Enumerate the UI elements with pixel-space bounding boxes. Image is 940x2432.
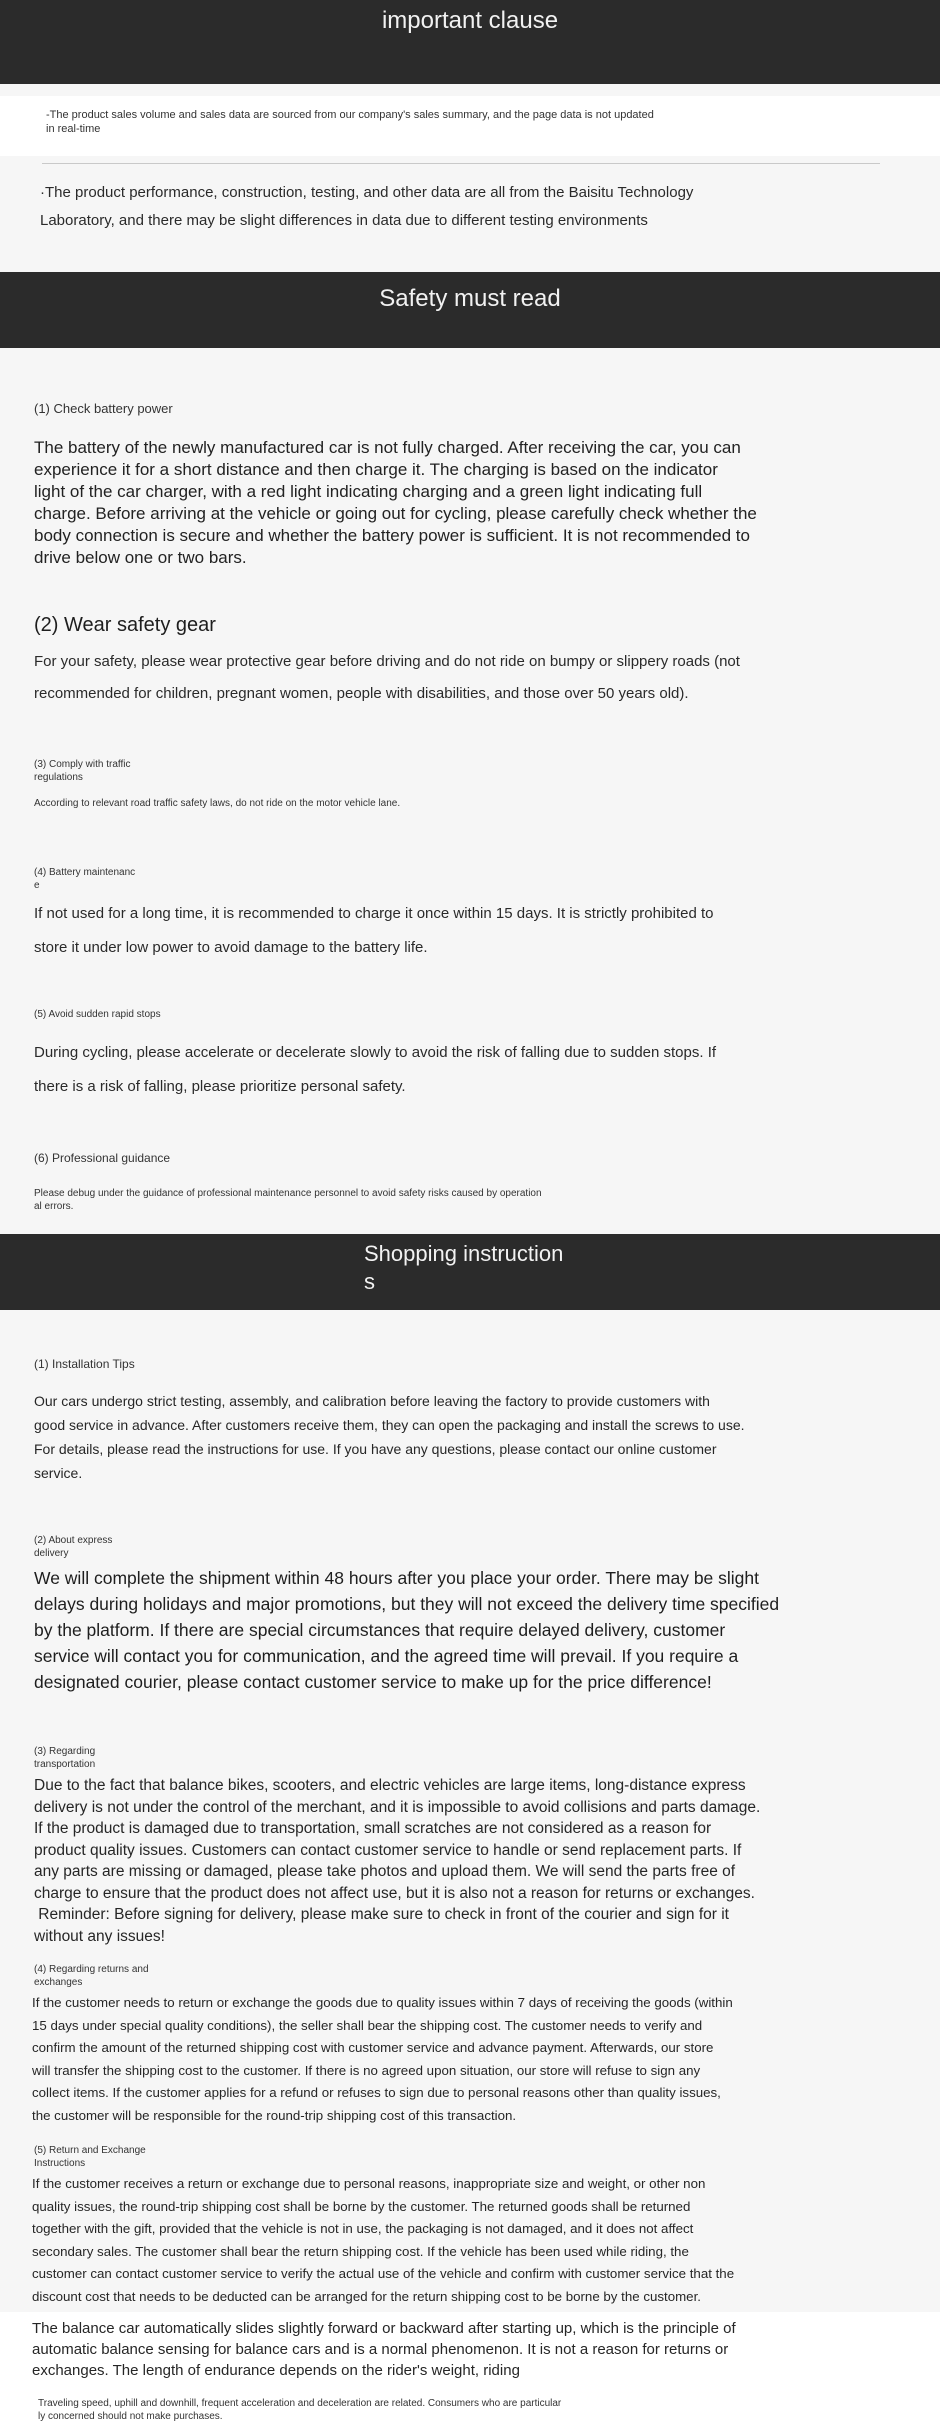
shopping-item-2-line: designated courier, please contact customer service to make up for the price difference! <box>34 1672 712 1692</box>
shopping-item-3-title <box>34 1745 95 1771</box>
safety-item-4-title-line: (4) Battery maintenanc <box>34 867 136 878</box>
shopping-item-4-line: If the customer needs to return or exchange the goods due to quality issues within 7 days of receiving the goods (within <box>32 1995 733 2010</box>
safety-item-2-title: (2) Wear safety gear <box>34 614 216 636</box>
shopping-item-7-line: ly concerned should not make purchases. <box>38 2411 223 2422</box>
safety-item-5-title: (5) Avoid sudden rapid stops <box>34 1009 161 1020</box>
safety-item-1-line: The battery of the newly manufactured car is not fully charged. After receiving the car, you can <box>34 438 741 457</box>
shopping-item-4-line: collect items. If the customer applies for a refund or refuses to sign due to personal reasons other than quality issues, <box>32 2085 721 2100</box>
shopping-item-4-line: the customer will be responsible for the round-trip shipping cost of this transaction. <box>32 2107 517 2123</box>
important-clause-title: important clause <box>381 7 559 34</box>
shopping-title <box>364 1240 563 1296</box>
shopping-item-6-text <box>32 2318 736 2381</box>
shopping-item-1-line: Our cars undergo strict testing, assembly, and calibration before leaving the factory to provide customers with <box>34 1393 710 1409</box>
shopping-item-5-title <box>34 2144 146 2170</box>
shopping-item-5-title-line: Instructions <box>34 2158 86 2169</box>
shopping-item-2-line: delays during holidays and major promotions, but they will not exceed the delivery time specified <box>34 1594 780 1614</box>
safety-item-6-text <box>34 1187 542 1213</box>
shopping-item-5-line: together with the gift, provided that the vehicle is not in use, the packaging is not damaged, and it does not affect <box>32 2221 694 2236</box>
shopping-item-3-line: Reminder: Before signing for delivery, please make sure to check in front of the courier and sign for it <box>34 1906 729 1923</box>
shopping-banner <box>0 1234 940 1310</box>
important-note-1-line: -The product sales volume and sales data are sourced from our company's sales summary, and the page data is not updated <box>46 109 654 121</box>
safety-item-6-title: (6) Professional guidance <box>34 1151 171 1165</box>
shopping-item-6-line: automatic balance sensing for balance cars and is a normal phenomenon. It is not a reason for returns or <box>32 2341 729 2358</box>
shopping-item-4-text <box>32 1992 733 2127</box>
safety-item-3-text: According to relevant road traffic safety laws, do not ride on the motor vehicle lane. <box>34 798 401 809</box>
safety-item-4-line: store it under low power to avoid damage to the battery life. <box>34 939 428 956</box>
safety-item-4-title-line: e <box>34 880 40 891</box>
safety-item-1-line: drive below one or two bars. <box>34 548 247 567</box>
safety-item-2-text <box>34 646 740 710</box>
shopping-item-3-line: If the product is damaged due to transportation, small scratches are not considered as a reason for <box>34 1820 712 1837</box>
safety-item-1-line: light of the car charger, with a red light indicating charging and a green light indicating full <box>34 482 703 501</box>
shopping-item-3-text <box>34 1775 760 1947</box>
shopping-item-5-line: customer can contact customer service to verify the actual use of the vehicle and confirm with customer service that the <box>32 2266 735 2281</box>
important-note-2 <box>40 179 693 235</box>
safety-item-1-line: body connection is secure and whether the battery power is sufficient. It is not recommended to <box>34 526 750 545</box>
shopping-item-2-line: by the platform. If there are special circumstances that require delayed delivery, customer <box>34 1620 726 1640</box>
shopping-title-line: Shopping instruction <box>364 1241 564 1266</box>
shopping-item-5-title-line: (5) Return and Exchange <box>34 2145 146 2156</box>
safety-item-2-line: recommended for children, pregnant women, people with disabilities, and those over 50 years old). <box>34 685 689 702</box>
shopping-item-6-line: exchanges. The length of endurance depends on the rider's weight, riding <box>32 2362 520 2379</box>
safety-item-1-text <box>34 437 757 569</box>
shopping-item-5-line: secondary sales. The customer shall bear the return shipping cost. If the vehicle has been used while riding, the <box>32 2243 689 2259</box>
shopping-item-3-line: delivery is not under the control of the merchant, and it is impossible to avoid collisions and parts damage. <box>34 1798 761 1816</box>
shopping-item-3-title-line: transportation <box>34 1759 96 1770</box>
shopping-item-1-line: For details, please read the instructions for use. If you have any questions, please contact our online customer <box>34 1441 717 1457</box>
shopping-item-2-line: We will complete the shipment within 48 hours after you place your order. There may be slight <box>34 1568 759 1588</box>
safety-item-6-line: al errors. <box>34 1201 74 1212</box>
shopping-item-4-line: 15 days under special quality conditions), the seller shall bear the shipping cost. The customer needs to verify and <box>32 2017 703 2033</box>
safety-item-3-title-line: regulations <box>34 772 83 783</box>
safety-item-3-title <box>34 758 131 784</box>
shopping-item-3-line: product quality issues. Customers can contact customer service to handle or send replacement parts. If <box>34 1841 742 1859</box>
important-note-1 <box>46 108 654 136</box>
safety-item-4-text <box>34 897 714 965</box>
shopping-item-5-line: discount cost that needs to be deducted can be arranged for the return shipping cost to be borne by the customer. <box>32 2288 701 2304</box>
shopping-item-7-text <box>38 2397 561 2423</box>
shopping-item-5-line: quality issues, the round-trip shipping cost shall be borne by the customer. The returned goods shall be returned <box>32 2198 691 2214</box>
important-note-1-line: in real-time <box>46 123 101 135</box>
shopping-item-6-line: The balance car automatically slides slightly forward or backward after starting up, which is the principle of <box>32 2320 736 2337</box>
shopping-title-line: s <box>364 1269 375 1294</box>
shopping-item-2-title <box>34 1534 112 1560</box>
safety-title: Safety must read <box>379 285 561 312</box>
safety-item-5-text <box>34 1036 716 1104</box>
important-note-2-line: ·The product performance, construction, testing, and other data are all from the Baisitu Technology <box>40 184 694 201</box>
shopping-item-2-title-line: (2) About express <box>34 1535 113 1546</box>
safety-item-1-line: charge. Before arriving at the vehicle or going out for cycling, please carefully check whether the <box>34 504 757 523</box>
shopping-item-5-text <box>32 2173 734 2308</box>
shopping-item-4-title-line: (4) Regarding returns and <box>34 1964 149 1975</box>
shopping-item-4-line: confirm the amount of the returned shipping cost with customer service and advance payment. Afterwards, our store <box>32 2040 714 2055</box>
shopping-item-4-line: will transfer the shipping cost to the customer. If there is no agreed upon situation, our store will refuse to sign any <box>32 2062 701 2078</box>
shopping-item-4-title-line: exchanges <box>34 1977 83 1988</box>
safety-item-1-line: experience it for a short distance and then charge it. The charging is based on the indicator <box>34 460 718 479</box>
safety-item-3-title-line: (3) Comply with traffic <box>34 759 131 770</box>
shopping-item-2-title-line: delivery <box>34 1548 69 1559</box>
shopping-item-3-line: Due to the fact that balance bikes, scooters, and electric vehicles are large items, long-distance express <box>34 1777 746 1794</box>
safety-item-2-line: For your safety, please wear protective gear before driving and do not ride on bumpy or slippery roads (not <box>34 653 740 670</box>
important-clause-banner <box>0 0 940 84</box>
shopping-item-2-text <box>34 1565 779 1695</box>
shopping-item-5-line: If the customer receives a return or exchange due to personal reasons, inappropriate size and weight, or other non <box>32 2176 706 2191</box>
shopping-item-4-title <box>34 1963 149 1989</box>
shopping-item-3-line: any parts are missing or damaged, please take photos and upload them. We will send the parts free of <box>34 1863 736 1880</box>
shopping-item-7-line: Traveling speed, uphill and downhill, frequent acceleration and deceleration are related. Consumers who are particular <box>38 2398 562 2409</box>
safety-item-6-line: Please debug under the guidance of professional maintenance personnel to avoid safety risks caused by operation <box>34 1188 542 1199</box>
shopping-item-1-line: service. <box>34 1465 83 1481</box>
shopping-item-3-title-line: (3) Regarding <box>34 1746 96 1757</box>
safety-item-5-line: there is a risk of falling, please prioritize personal safety. <box>34 1078 406 1095</box>
shopping-item-3-line: without any issues! <box>34 1927 165 1945</box>
shopping-item-2-line: service will contact you for communication, and the agreed time will prevail. If you require a <box>34 1646 739 1666</box>
safety-item-1-title: (1) Check battery power <box>34 401 173 416</box>
shopping-item-3-line: charge to ensure that the product does not affect use, but it is also not a reason for returns or exchanges. <box>34 1884 755 1902</box>
safety-item-4-title <box>34 866 135 892</box>
safety-banner <box>0 272 940 348</box>
shopping-item-1-title: (1) Installation Tips <box>34 1357 135 1371</box>
shopping-item-1-text <box>34 1389 745 1485</box>
shopping-item-1-line: good service in advance. After customers receive them, they can open the packaging and install the screws to use. <box>34 1417 745 1433</box>
safety-item-5-line: During cycling, please accelerate or decelerate slowly to avoid the risk of falling due to sudden stops. If <box>34 1044 717 1061</box>
important-note-2-line: Laboratory, and there may be slight differences in data due to different testing environments <box>40 212 648 229</box>
safety-item-4-line: If not used for a long time, it is recommended to charge it once within 15 days. It is strictly prohibited to <box>34 905 714 922</box>
divider <box>42 163 880 164</box>
